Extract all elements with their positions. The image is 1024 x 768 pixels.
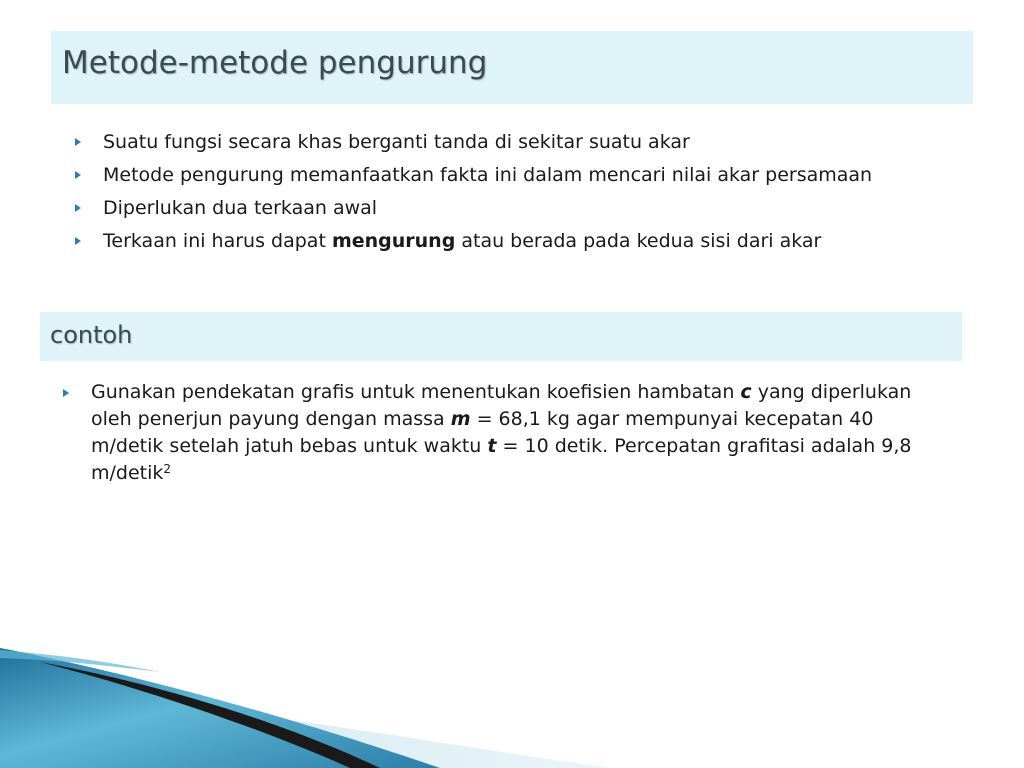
bullet-text-before: Terkaan ini harus dapat [103, 230, 332, 252]
bullet-text: Diperlukan dua terkaan awal [103, 197, 378, 219]
bullet-text-after: atau berada pada kedua sisi dari akar [455, 230, 822, 252]
bullet-text: Suatu fungsi secara khas berganti tanda di sekitar suatu akar [103, 131, 690, 153]
example-text-2: yang diperlukan oleh penerjun payung dengan massa [91, 381, 912, 430]
slide-title: Metode-metode pengurung [62, 45, 488, 81]
example-text-1: Gunakan pendekatan grafis untuk menentukan koefisien hambatan [91, 381, 741, 403]
variable-m: m [450, 408, 471, 430]
example-text-3: = 68,1 kg agar mempunyai kecepatan 40 m/detik setelah jatuh bebas untuk waktu [91, 408, 874, 457]
section-title: contoh [50, 321, 133, 349]
bullet-bold-term: mengurung [331, 230, 456, 252]
superscript-2: 2 [163, 462, 172, 476]
example-text-4: = 10 detik. Percepatan grafitasi adalah 9,8 m/detik [91, 435, 912, 484]
bullet-text: Metode pengurung memanfaatkan fakta ini dalam mencari nilai akar persamaan [103, 164, 873, 186]
variable-t: t [487, 435, 497, 457]
variable-c: c [740, 381, 752, 403]
